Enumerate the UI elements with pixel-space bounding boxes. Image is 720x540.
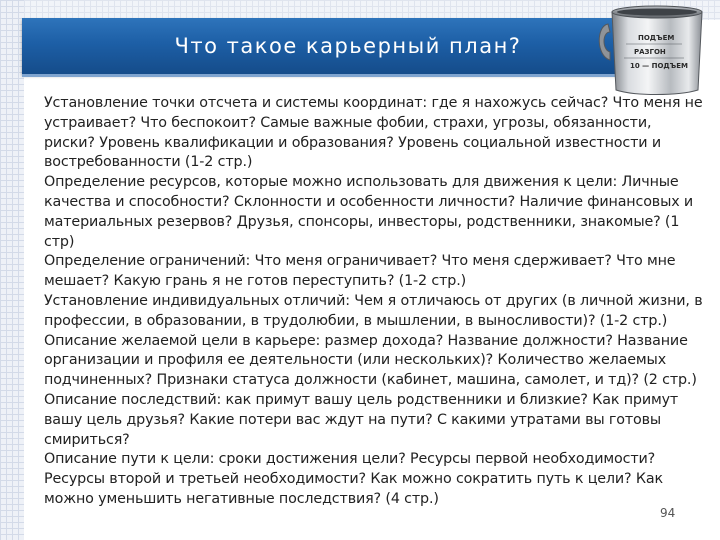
list-item: Установление индивидуальных отличий: Чем я отличаюсь от других (в личной жизни, в профессии, в образовании, в трудолюбии, в мышлении, в выносливости)? (1-2 стр.) [44, 292, 703, 329]
mug-label-line-1: ПОДЪЕМ [638, 34, 675, 42]
mug-label-line-2: РАЗГОН [634, 48, 666, 56]
background-grid-left [0, 0, 24, 540]
page-number: 94 [660, 506, 676, 520]
list-item: Установление точки отсчета и системы координат: где я нахожусь сейчас? Что меня не устраивает? Что беспокоит? Самые важные фобии, страхи, угрозы, обязанности, риски? Уровень квалификации и образования? Уровень социальной известности и востребованности (1-2 стр.) [44, 95, 703, 171]
career-plan-list [44, 94, 704, 510]
list-item: Определение ресурсов, которые можно использовать для движения к цели: Личные качества и способности? Склонности и особенности личности? Наличие финансовых и материальных резервов? Друзья, спонсоры, инвесторы, родственники, знакомые? (1 стр) [44, 174, 694, 250]
banner-divider [22, 74, 662, 77]
metal-mug-icon [598, 2, 716, 98]
page-title: Что такое карьерный план? [174, 34, 522, 58]
list-item: Описание пути к цели: сроки достижения цели? Ресурсы первой необходимости? Ресурсы второй и третьей необходимости? Как можно сократить путь к цели? Как можно уменьшить негативные последствия? (4 стр.) [44, 451, 663, 507]
list-item: Описание последствий: как примут вашу цель родственники и близкие? Как примут вашу цель друзья? Какие потери вас ждут на пути? С какими утратами вы готовы смириться? [44, 391, 679, 448]
mug-label-line-3: 10 — ПОДЪЕМ [630, 62, 688, 70]
list-item: Описание желаемой цели в карьере: размер дохода? Название должности? Название организации и профиля ее деятельности (или нескольких)? Количество желаемых подчиненных? Признаки статуса должности (кабинет, машина, самолет, и тд)? (2 стр.) [44, 332, 697, 389]
list-item: Определение ограничений: Что меня ограничивает? Что меня сдерживает? Что мне мешает? Какую грань я не готов переступить? (1-2 стр.) [44, 253, 676, 290]
